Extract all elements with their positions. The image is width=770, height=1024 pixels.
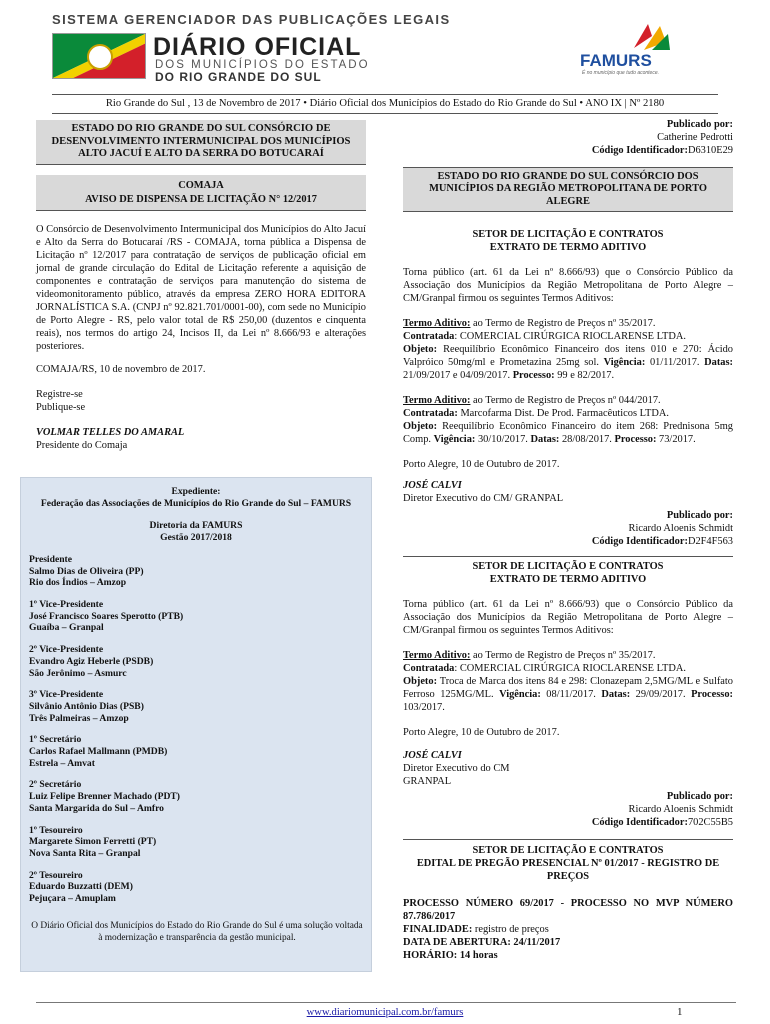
publication-subtitle-2: DO RIO GRANDE DO SUL (155, 70, 322, 84)
famurs-expediente-box (20, 477, 372, 972)
board-member (29, 599, 363, 634)
federacao-name: Federação das Associações de Municípios do Rio Grande do Sul – FAMURS (40, 497, 352, 509)
published-by-name-3: Ricardo Aloenis Schmidt (628, 804, 733, 816)
left-notice-header: COMAJA AVISO DE DISPENSA DE LICITAÇÃO N° 12/2017 (36, 175, 366, 211)
board-member-name: Carlos Rafael Mallmann (PMDB) (29, 746, 168, 758)
section-1-title: SETOR DE LICITAÇÃO E CONTRATOS EXTRATO DE TERMO ADITIVO (472, 229, 664, 254)
left-notice-body: O Consórcio de Desenvolvimento Intermunicipal dos Municípios do Alto Jacuí e Alto da Serra do Botucaraí /RS - COMAJA, torna pública a Dispensa de Licitação nº 12/2017 para contratação de serviços de publicação oficial em jornal de grande circulação do Edital de Licitação referente a aquisição de componentes e contratação de serviços para manutenção do sistema de videomonitoramento público, através da empresa ZERO HORA EDITORA JORNALÍSTICA S.A. (CNPJ nº 92.821.701/0001-00), com sede no Município de Porto Alegre - RS, pelo valor total de R$ 250,00 (duzentos e cinquenta reais), nos termos do artigo 24, Incisos II, da Lei nº 8.666/93 e alterações posteriores. (36, 224, 366, 353)
published-by-name-1: Catherine Pedrotti (657, 132, 733, 143)
board-member-place: São Jerônimo – Asmurc (29, 667, 127, 679)
right-signer-2-role-1: Diretor Executivo do CM (403, 763, 510, 775)
left-signer: VOLMAR TELLES DO AMARAL (36, 427, 185, 439)
horario: HORÁRIO: 14 horas (403, 950, 498, 962)
right-place-date-1: Porto Alegre, 10 de Outubro de 2017. (403, 459, 560, 471)
right-signer-2: JOSÉ CALVI (403, 750, 462, 762)
expediente-label: Expediente: (171, 486, 221, 497)
board-member (29, 870, 363, 905)
publique-se: Publique-se (36, 402, 86, 414)
board-member-role: 3º Vice-Presidente (29, 689, 104, 701)
section-3-title: SETOR DE LICITAÇÃO E CONTRATOS EDITAL DE PREGÃO PRESENCIAL Nº 01/2017 - REGISTRO DE PREÇOS (403, 839, 733, 883)
board-member-role: 1º Secretário (29, 734, 82, 746)
board-member-place: Estrela – Amvat (29, 757, 95, 769)
finalidade: FINALIDADE: registro de preços (403, 924, 549, 936)
termo-aditivo-2: Termo Aditivo: ao Termo de Registro de Preços nº 044/2017. Contratada: Marcofarma Dist. De Prod. Farmacêuticos LTDA. Objeto: Reequilíbrio Econômico Financeiro do item 268: Prednisona 5mg Comp. Vigência: 30/10/2017. Datas: 28/08/2017. Processo: 73/2017. (403, 395, 733, 446)
famurs-box-footer: O Diário Oficial dos Municípios do Estado do Rio Grande do Sul é uma solução voltada à modernização e transparência da gestão municipal. (31, 921, 363, 943)
identifier-code-1: Código Identificador:D6310E29 (591, 145, 733, 156)
board-member (29, 825, 363, 860)
board-member-place: Santa Margarida do Sul – Amfro (29, 802, 164, 814)
termo-aditivo-1: Termo Aditivo: ao Termo de Registro de Preços nº 35/2017. Contratada: COMERCIAL CIRÚRGICA RIOCLARENSE LTDA. Objeto: Reequilíbrio Econômico Financeiro dos itens 010 e 270: Ácido Valpróico 50mg/ml e Prometazina 25mg sol. Vigência: 01/11/2017. Datas: 21/09/2017 e 04/09/2017. Processo: 99 e 82/2017. (403, 318, 733, 382)
system-title: SISTEMA GERENCIADOR DAS PUBLICAÇÕES LEGAIS (52, 12, 451, 27)
board-member-role: Presidente (29, 553, 72, 565)
board-member (29, 644, 363, 679)
board-member-role: 1º Vice-Presidente (29, 599, 104, 611)
right-signer-1: JOSÉ CALVI (403, 480, 462, 492)
footer-divider (36, 1002, 736, 1003)
board-member (29, 779, 363, 814)
famurs-logo (580, 22, 720, 78)
publication-subtitle-1: DOS MUNICÍPIOS DO ESTADO (155, 59, 370, 71)
right-signer-1-role: Diretor Executivo do CM/ GRANPAL (403, 493, 564, 505)
data-abertura: DATA DE ABERTURA: 24/11/2017 (403, 937, 561, 949)
publication-title: DIÁRIO OFICIAL (153, 33, 362, 61)
section-2-intro: Torna público (art. 61 da Lei nº 8.666/93) que o Consórcio Público da Associação dos Municípios da Região Metropolitana de Porto Alegre – CM/Granpal firmou os seguintes Termos Aditivos: (403, 599, 733, 637)
diretoria-label: Diretoria da FAMURS (149, 519, 243, 531)
famurs-logo-name: FAMURS (580, 51, 652, 70)
famurs-logo-tagline: É no município que tudo acontece. (582, 70, 659, 76)
board-member-place: Guaíba – Granpal (29, 622, 104, 634)
right-entity-header: ESTADO DO RIO GRANDE DO SUL CONSÓRCIO DOS MUNICÍPIOS DA REGIÃO METROPOLITANA DE PORTO ALEGRE (403, 167, 733, 212)
dateline: Rio Grande do Sul , 13 de Novembro de 2017 • Diário Oficial dos Municípios do Estado do Rio Grande do Sul • ANO IX | Nº 2180 (52, 94, 718, 114)
board-member-place: Três Palmeiras – Amzop (29, 712, 129, 724)
board-member-place: Pejuçara – Amuplam (29, 893, 116, 905)
identifier-code-2: Código Identificador:D2F4F563 (591, 536, 733, 548)
masthead (0, 0, 770, 90)
right-column (403, 118, 733, 962)
left-column (36, 120, 366, 452)
footer-website-link[interactable]: www.diariomunicipal.com.br/famurs (306, 1007, 464, 1018)
board-member-name: José Francisco Soares Sperotto (PTB) (29, 610, 184, 622)
board-member-name: Margarete Simon Ferretti (PT) (29, 836, 157, 848)
right-place-date-2: Porto Alegre, 10 de Outubro de 2017. (403, 727, 560, 739)
board-member-role: 2º Vice-Presidente (29, 644, 104, 656)
left-entity-header: ESTADO DO RIO GRANDE DO SUL CONSÓRCIO DE DESENVOLVIMENTO INTERMUNICIPAL DOS MUNICÍPIOS ALTO JACUÍ E ALTO DA SERRA DO BOTUCARAÍ (36, 120, 366, 165)
left-place-date: COMAJA/RS, 10 de novembro de 2017. (36, 364, 206, 376)
board-members-list (29, 554, 363, 905)
published-by-label-3: Publicado por: (666, 791, 733, 803)
board-member (29, 554, 363, 589)
section-2-title: SETOR DE LICITAÇÃO E CONTRATOS EXTRATO DE TERMO ADITIVO (403, 556, 733, 586)
published-by-label-2: Publicado por: (666, 510, 733, 522)
board-member-name: Silvânio Antônio Dias (PSB) (29, 700, 144, 712)
section-1-intro: Torna público (art. 61 da Lei nº 8.666/93) que o Consórcio Público da Associação dos Municípios da Região Metropolitana de Porto Alegre – CM/Granpal firmou os seguintes Termos Aditivos: (403, 267, 733, 305)
left-signer-role: Presidente do Comaja (36, 440, 128, 452)
processo-numero: PROCESSO NÚMERO 69/2017 - PROCESSO NO MVP NÚMERO 87.786/2017 (403, 898, 733, 923)
board-member-place: Nova Santa Rita – Granpal (29, 848, 141, 859)
identifier-code-3: Código Identificador:702C55B5 (591, 817, 733, 829)
board-member-place: Rio dos Índios – Amzop (29, 577, 127, 589)
board-member (29, 689, 363, 724)
termo-aditivo-3: Termo Aditivo: ao Termo de Registro de Preços nº 35/2017. Contratada: COMERCIAL CIRÚRGICA RIOCLARENSE LTDA. Objeto: Troca de Marca dos itens 84 e 298: Clonazepam 2,5MG/ML e Sulfato Ferroso 125MG/ML. Vigência: 08/11/2017. Datas: 29/09/2017. Processo: 103/2017. (403, 650, 733, 714)
board-member-name: Salmo Dias de Oliveira (PP) (29, 565, 144, 577)
board-member-role: 2º Secretário (29, 779, 82, 791)
board-member-role: 1º Tesoureiro (29, 824, 83, 836)
published-by-label-1: Publicado por: (666, 119, 733, 130)
board-member-name: Luiz Felipe Brenner Machado (PDT) (29, 791, 181, 803)
published-by-name-2: Ricardo Aloenis Schmidt (628, 523, 733, 535)
board-member (29, 734, 363, 769)
board-member-role: 2º Tesoureiro (29, 869, 83, 881)
gestao-label: Gestão 2017/2018 (160, 531, 232, 543)
rio-grande-do-sul-flag-icon (52, 33, 146, 79)
right-signer-2-role-2: GRANPAL (403, 776, 452, 788)
page-number: 1 (677, 1006, 683, 1018)
board-member-name: Eduardo Buzzatti (DEM) (29, 881, 133, 893)
board-member-name: Evandro Agiz Heberle (PSDB) (29, 655, 154, 667)
registre-se: Registre-se (36, 389, 83, 401)
famurs-mark-icon (630, 22, 670, 52)
